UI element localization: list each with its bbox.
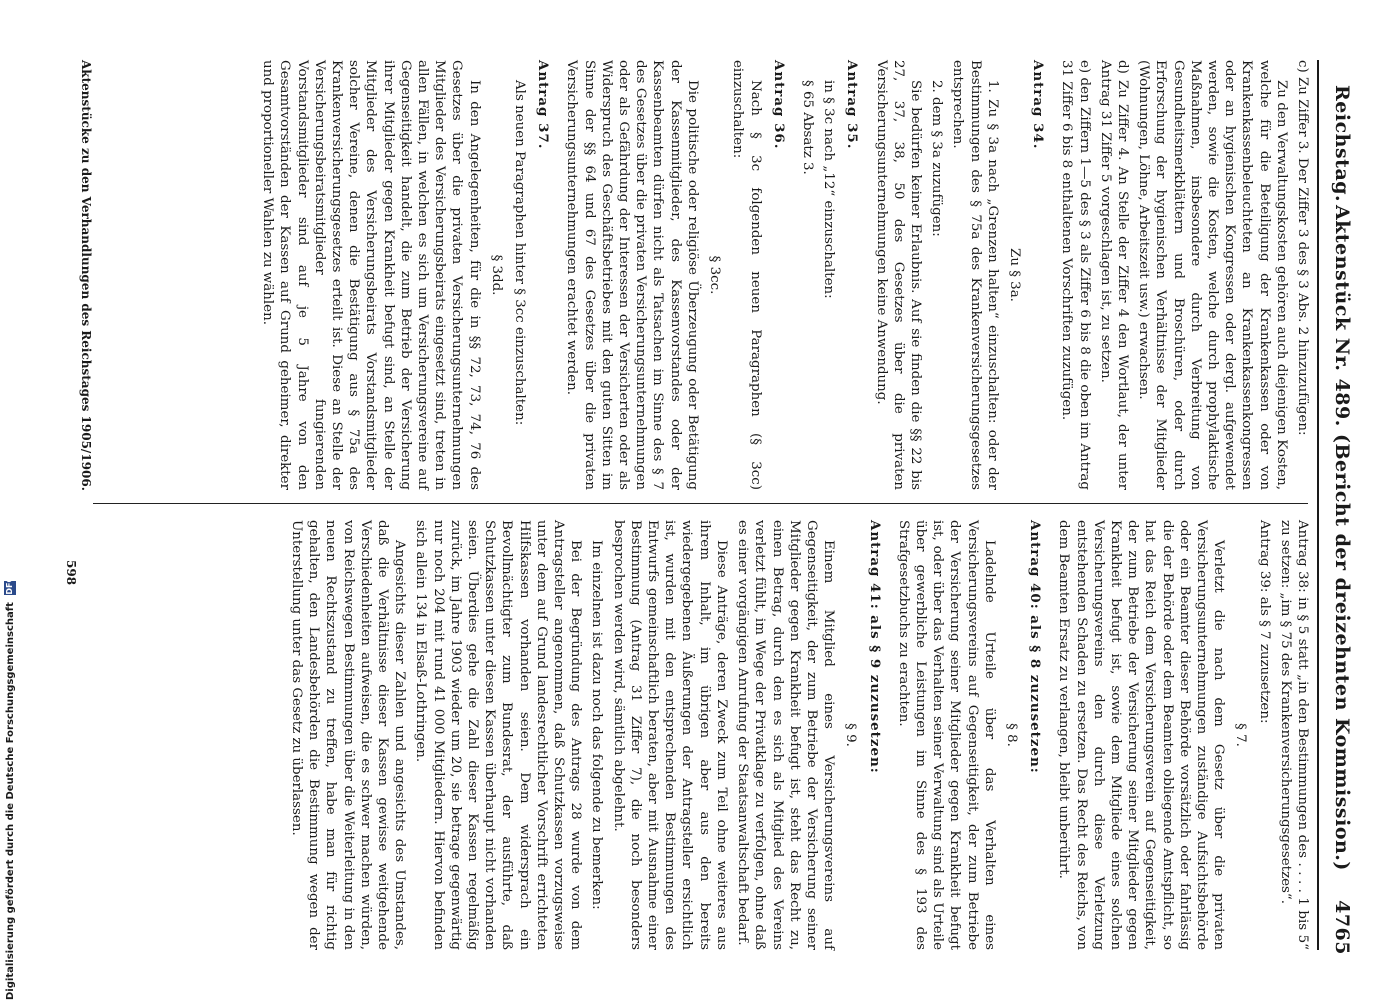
left-col-paragraph: Die politische oder religiöse Überzeugung oder Betätigung der Kassenmitglieder, des Kassenvorstandes oder der Kassenbeamten dürfen nicht als Tatsachen im Sinne des § 7 des Gesetzes über die privaten Versicherungsunternehmungen oder als Gefährdung der Interessen der Versicherten oder als Widerspruch des Geschäftsbetriebes mit den guten Sitten im Sinne der §§ 64 und 67 des Gesetzes über die privaten Versicherungsunternehmungen erachtet werden. bbox=[564, 60, 700, 490]
left-col-paragraph: § 3dd. bbox=[488, 254, 504, 296]
page-header bbox=[1323, 55, 1353, 955]
left-col-paragraph: In den Angelegenheiten, für die in §§ 72, 73, 74, 76 des Gesetzes über die privaten Versicherungsunternehmungen Mitglieder des Versicherungsbeirats eingesetzt sind, treten in allen Fällen, in welchen es sich um Versicherungsvereine auf Gegenseitigkeit handelt, die zum Betrieb der Versicherung ihrer Mitglieder gegen Krankheit befugt sind, an Stelle der Mitglieder des Versicherungsbeirats Vorstandsmitglieder solcher Vereine, denen die Bestätigung aus § 75a des Krankenversicherungsgesetzes erteilt ist. Diese an Stelle der Versicherungsbeiratsmitglieder fungierenden Vorstandsmitglieder sind auf je 5 Jahre von den Gesamtvorständen der Kassen auf Grund geheimer, direkter und proportioneller Wahlen zu wählen. bbox=[260, 60, 482, 490]
left-col-paragraph: § 3cc. bbox=[707, 255, 723, 295]
right-col-paragraph: § 8. bbox=[1003, 723, 1019, 747]
header-rule bbox=[1317, 60, 1319, 950]
left-col-paragraph: in § 3c nach „12“ einzuschalten: bbox=[821, 80, 837, 299]
digitization-text: Digitalisierung gefördert durch die Deutsche Forschungsgemeinschaft bbox=[5, 602, 16, 1000]
left-col-paragraph: Antrag 34. bbox=[1030, 60, 1047, 150]
left-col-paragraph: c) Zu Ziffer 3. Der Ziffer 3 des § 3 Abs. 2 hinzuzufügen: bbox=[1295, 60, 1310, 436]
left-col-paragraph: d) Zu Ziffer 4. An Stelle der Ziffer 4 den Wortlaut, der unter Antrag 31 Ziffer 5 vorgeschlagen ist, zu setzen. bbox=[1097, 60, 1130, 490]
left-col-paragraph: Antrag 37. bbox=[535, 60, 552, 150]
column-divider bbox=[93, 503, 1308, 504]
dfg-logo: DFG bbox=[5, 575, 14, 595]
right-col-paragraph: Ladelnde Urteile über das Verhalten eines Versicherungsvereins auf Gegenseitigkeit, der zum Betriebe der Versicherung seiner Mitglieder gegen Krankheit befugt ist, oder über das Verhalten seiner Verwaltung sind als Urteile über gewerbliche Leistungen im Sinne des § 193 des Strafgesetzbuchs zu erachten. bbox=[895, 520, 997, 950]
left-col-paragraph: Zu § 3a. bbox=[1006, 248, 1022, 302]
right-col-paragraph: Einem Mitglied eines Versicherungsvereins auf Gegenseitigkeit, der zum Betriebe der Versicherung seiner Mitglieder gegen Krankheit befugt ist, steht das Recht zu, einen Betrag, durch den es sich als Mitglied des Vereins verletzt fühlt, im Wege der Privatklage zu verfolgen, ohne daß es einer vorgängigen Anrufung der Staatsanwaltschaft bedarf. bbox=[735, 520, 837, 950]
header-left: Reichstag. bbox=[1331, 85, 1353, 203]
left-col-paragraph: 2. dem § 3a zuzufügen: bbox=[929, 80, 945, 237]
right-col-paragraph: Angesichts dieser Zahlen und angesichts des Umstandes, daß die Verhältnisse dieser Kassen gewisse weitgehende Verschiedenheiten aufweisen, die es schwer machen würden, von Reichswegen Bestimmungen über die Weiterleitung in den neuen Rechtszustand zu treffen, habe man für richtig gehalten, den Landesbehörden die Bestimmung wegen der Unterstellung unter das Gesetz zu überlassen. bbox=[289, 520, 408, 950]
right-col-paragraph: Antrag 39: als § 7 zuzusetzen: bbox=[1256, 520, 1272, 724]
footer-number: 598 bbox=[64, 560, 78, 586]
right-col-paragraph: Antrag 40: als § 8 zuzusetzen: bbox=[1027, 520, 1044, 774]
left-column bbox=[255, 60, 1311, 490]
right-col-paragraph: Antrag 38: in § 5 statt „in den Bestimmungen des . . . . 1 bis 5“ zu setzen: „im § 75 des Krankenversicherungsgesetzes“. bbox=[1277, 520, 1310, 950]
left-col-paragraph: § 65 Absatz 3. bbox=[799, 80, 815, 175]
page-number: 4765 bbox=[1331, 900, 1353, 955]
left-col-paragraph: Als neuen Paragraphen hinter § 3cc einzuschalten: bbox=[512, 80, 528, 426]
right-col-paragraph: Diese Anträge, deren Zweck zum Teil ohne weiteres aus ihrem Inhalt, im übrigen aber aus den bereits wiedergegebenen Äußerungen der Antragsteller ersichtlich ist, wurden mit den entsprechenden Bestimmungen des Entwurfs gemeinschaftlich beraten, aber mit Ausnahme einer Bestimmung (Antrag 31 Ziffer 7), die noch besonders besprochen werden wird, sämtlich abgelehnt. bbox=[610, 520, 729, 950]
left-col-paragraph: Sie bedürfen keiner Erlaubnis. Auf sie finden die §§ 22 bis 27, 37, 38, 50 des Gesetzes über die privaten Versicherungsunternehmungen keine Anwendung. bbox=[873, 60, 923, 490]
left-col-paragraph: Antrag 35. bbox=[844, 60, 861, 150]
right-column bbox=[284, 520, 1311, 950]
right-col-paragraph: Im einzelnen ist dazu noch das folgende zu bemerken: bbox=[589, 540, 605, 910]
header-title: Aktenstück Nr. 489. (Bericht der dreizehnten Kommission.) bbox=[1331, 205, 1353, 871]
digitization-note bbox=[4, 0, 24, 1000]
left-col-paragraph: Antrag 36. bbox=[770, 60, 787, 150]
right-col-paragraph: Bei der Begründung des Antrags 28 wurde von dem Antragsteller angenommen, daß Schutzkassen vorzugsweise unter dem auf Grund landesrechtlicher Vorschrift errichteten Hilfskassen vorhanden seien. Dem widersprach ein Bevollmächtigter zum Bundesrat, der ausführte, daß Schutzkassen unter diesen Kassen überhaupt nicht vorhanden seien. Überdies gehe die Zahl dieser Kassen regelmäßig zurück, im Jahre 1903 wieder um 20, sie betrage gegenwärtig nur noch 204 mit rund 41 000 Mitgliedern. Hiervon befinden sich allein 134 in Elsaß-Lothringen. bbox=[413, 520, 584, 950]
right-col-paragraph: Verletzt die nach dem Gesetz über die privaten Versicherungsunternehmungen zuständige Aufsichtsbehörde oder ein Beamter dieser Behörde vorsätzlich oder fahrlässig die der Behörde oder dem Beamten obliegende Amtspflicht, so hat das Reich dem Versicherungsverein auf Gegenseitigkeit, der zum Betriebe der Versicherung seiner Mitglieder gegen Krankheit befugt ist, sowie dem Mitgliede eines solchen Versicherungsvereins den durch diese Verletzung entstehenden Schaden zu ersetzen. Das Recht des Reichs, von dem Beamten Ersatz zu verlangen, bleibt unberührt. bbox=[1056, 520, 1227, 950]
left-col-paragraph: e) den Ziffern 1—5 des § 3 als Ziffer 6 bis 8 die oben im Antrag 31 Ziffer 6 bis 8 enthaltenen Vorschriften zuzufügen. bbox=[1059, 60, 1092, 490]
left-col-paragraph: Nach § 3c folgenden neuen Paragraphen (§ 3cc) einzuschalten: bbox=[730, 60, 763, 490]
right-col-paragraph: § 7. bbox=[1233, 723, 1249, 747]
right-col-paragraph: Antrag 41: als § 9 zuzusetzen: bbox=[866, 520, 883, 774]
left-col-paragraph: 1. Zu § 3a nach „Grenzen halten“ einzuschalten: oder der Bestimmungen des § 75a des Krankenversicherungsgesetzes entsprechen. bbox=[950, 60, 1000, 490]
footer-source: Aktenstücke zu den Verhandlungen des Reichstages 1905/1906. bbox=[79, 60, 93, 491]
right-col-paragraph: § 9. bbox=[843, 723, 859, 747]
left-col-paragraph: Zu den Verwaltungskosten gehören auch diejenigen Kosten, welche für die Beteiligung der Krankenkassen oder von Krankenkassenbeleuchteten an Krankenkassenkongressen oder an hygienischen Kongressen oder dergl. aufgewendet werden, sowie die Kosten, welche durch prophylaktische Maßnahmen, insbesondere durch Verbreitung von Gesundheitsmerkblättern und Broschüren, oder durch Erforschung der hygienischen Verhältnisse der Mitglieder (Wohnungen, Löhne, Arbeitszeit usw.) erwachsen. bbox=[1136, 60, 1289, 490]
